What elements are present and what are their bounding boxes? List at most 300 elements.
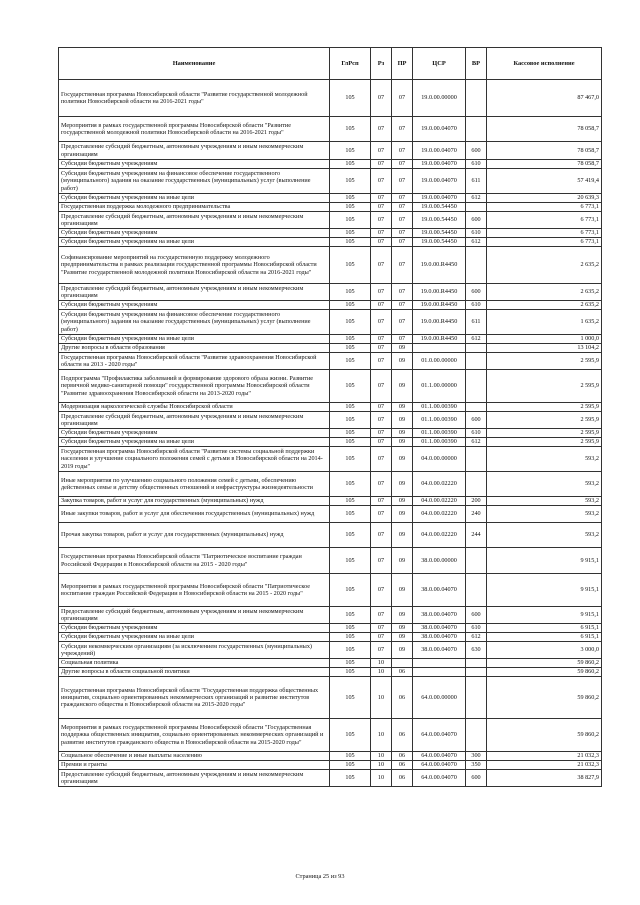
cell-csr: 19.0.00.R4450: [413, 247, 466, 284]
cell-vr: [466, 472, 487, 497]
cell-vr: 611: [466, 169, 487, 194]
table-row: [59, 624, 602, 633]
table-row: [59, 229, 602, 238]
cell-pr: 07: [392, 212, 413, 229]
cell-rz: 07: [371, 203, 392, 212]
cell-amount: 6 915,1: [487, 633, 602, 642]
cell-name: Субсидии бюджетным учреждениям: [59, 229, 330, 238]
cell-amount: 87 467,0: [487, 80, 602, 117]
cell-name: Мероприятия в рамках государственной программы Новосибирской области "Патриотическое воспитание граждан Российской Федерации в Новосибирской области на 2015 - 2020 годы": [59, 574, 330, 607]
cell-name: Предоставление субсидий бюджетным, автономным учреждениям и иным некоммерческим организациям: [59, 284, 330, 301]
cell-rz: 07: [371, 370, 392, 403]
cell-grbs: 105: [330, 438, 371, 447]
cell-grbs: 105: [330, 370, 371, 403]
cell-amount: 3 000,0: [487, 642, 602, 659]
cell-amount: 59 860,2: [487, 677, 602, 719]
cell-amount: 6 773,1: [487, 238, 602, 247]
cell-rz: 10: [371, 659, 392, 668]
cell-pr: 07: [392, 238, 413, 247]
table-row: [59, 117, 602, 142]
cell-pr: 09: [392, 574, 413, 607]
cell-grbs: 105: [330, 160, 371, 169]
table-row: [59, 238, 602, 247]
cell-grbs: 105: [330, 238, 371, 247]
cell-amount: 2 595,9: [487, 370, 602, 403]
cell-name: Государственная поддержка молодежного предпринимательства: [59, 203, 330, 212]
header-grbs: ГлРсп: [330, 48, 371, 80]
cell-amount: 2 635,2: [487, 284, 602, 301]
cell-grbs: 105: [330, 203, 371, 212]
cell-pr: 06: [392, 761, 413, 770]
cell-grbs: 105: [330, 284, 371, 301]
cell-grbs: 105: [330, 523, 371, 548]
cell-grbs: 105: [330, 212, 371, 229]
cell-vr: 610: [466, 229, 487, 238]
cell-csr: 19.0.00.04070: [413, 194, 466, 203]
cell-pr: 09: [392, 403, 413, 412]
cell-csr: 04.0.00.02220: [413, 497, 466, 506]
cell-name: Субсидии бюджетным учреждениям на иные цели: [59, 194, 330, 203]
cell-vr: [466, 548, 487, 574]
cell-vr: 630: [466, 642, 487, 659]
cell-grbs: 105: [330, 472, 371, 497]
cell-rz: 07: [371, 624, 392, 633]
cell-vr: 610: [466, 429, 487, 438]
cell-csr: 38.0.00.04070: [413, 607, 466, 624]
cell-csr: 19.0.00.54450: [413, 238, 466, 247]
cell-rz: 10: [371, 668, 392, 677]
cell-pr: 09: [392, 624, 413, 633]
cell-csr: 19.0.00.R4450: [413, 335, 466, 344]
cell-rz: 07: [371, 574, 392, 607]
cell-name: Субсидии бюджетным учреждениям на иные цели: [59, 633, 330, 642]
cell-pr: 07: [392, 335, 413, 344]
cell-pr: 07: [392, 203, 413, 212]
cell-grbs: 105: [330, 403, 371, 412]
cell-rz: 07: [371, 284, 392, 301]
cell-csr: 64.0.00.04070: [413, 719, 466, 752]
cell-amount: 78 058,7: [487, 117, 602, 142]
cell-vr: [466, 370, 487, 403]
cell-rz: 10: [371, 677, 392, 719]
cell-vr: 600: [466, 284, 487, 301]
cell-csr: 38.0.00.04070: [413, 633, 466, 642]
cell-grbs: 105: [330, 229, 371, 238]
cell-amount: 593,2: [487, 447, 602, 472]
cell-vr: 600: [466, 142, 487, 160]
cell-rz: 07: [371, 523, 392, 548]
cell-rz: 07: [371, 247, 392, 284]
cell-pr: 06: [392, 719, 413, 752]
cell-rz: 07: [371, 506, 392, 523]
cell-rz: 07: [371, 429, 392, 438]
cell-name: Предоставление субсидий бюджетным, автономным учреждениям и иным некоммерческим организациям: [59, 412, 330, 429]
cell-pr: 09: [392, 438, 413, 447]
cell-name: Предоставление субсидий бюджетным, автономным учреждениям и иным некоммерческим организациям: [59, 212, 330, 229]
cell-vr: 600: [466, 770, 487, 787]
cell-pr: 09: [392, 429, 413, 438]
cell-amount: 9 915,1: [487, 574, 602, 607]
cell-csr: 19.0.00.R4450: [413, 301, 466, 310]
cell-pr: 09: [392, 506, 413, 523]
table-row: [59, 344, 602, 353]
cell-pr: [392, 659, 413, 668]
table-row: [59, 574, 602, 607]
cell-name: Премии и гранты: [59, 761, 330, 770]
table-row: [59, 212, 602, 229]
cell-vr: [466, 659, 487, 668]
cell-csr: 38.0.00.04070: [413, 624, 466, 633]
cell-amount: 21 032,3: [487, 761, 602, 770]
cell-rz: 07: [371, 301, 392, 310]
cell-amount: 6 915,1: [487, 624, 602, 633]
cell-grbs: 105: [330, 142, 371, 160]
cell-pr: 06: [392, 677, 413, 719]
cell-rz: 07: [371, 142, 392, 160]
cell-vr: [466, 668, 487, 677]
cell-grbs: 105: [330, 677, 371, 719]
cell-csr: [413, 659, 466, 668]
header-pr: ПР: [392, 48, 413, 80]
cell-pr: 09: [392, 447, 413, 472]
cell-amount: 13 104,2: [487, 344, 602, 353]
cell-grbs: 105: [330, 412, 371, 429]
cell-csr: 19.0.00.54450: [413, 229, 466, 238]
cell-vr: 600: [466, 212, 487, 229]
cell-amount: 2 595,9: [487, 438, 602, 447]
cell-csr: 38.0.00.04070: [413, 642, 466, 659]
cell-amount: 6 773,1: [487, 212, 602, 229]
cell-vr: [466, 353, 487, 370]
cell-csr: 19.0.00.00000: [413, 80, 466, 117]
cell-amount: 2 595,9: [487, 403, 602, 412]
cell-rz: 07: [371, 447, 392, 472]
cell-grbs: 105: [330, 761, 371, 770]
cell-name: Мероприятия в рамках государственной программы Новосибирской области "Развитие государственной молодежной политики Новосибирской области на 2016-2021 годы": [59, 117, 330, 142]
table-row: [59, 194, 602, 203]
cell-name: Субсидии бюджетным учреждениям на иные цели: [59, 238, 330, 247]
cell-csr: 19.0.00.R4450: [413, 284, 466, 301]
cell-vr: [466, 574, 487, 607]
cell-name: Государственная программа Новосибирской области "Развитие системы социальной поддержки населения и улучшение социального положения семей с детьми в Новосибирской области на 2014-2019 годы": [59, 447, 330, 472]
cell-amount: 593,2: [487, 523, 602, 548]
table-row: [59, 438, 602, 447]
table-row: [59, 523, 602, 548]
cell-pr: 07: [392, 142, 413, 160]
cell-amount: 6 773,1: [487, 229, 602, 238]
cell-pr: 07: [392, 194, 413, 203]
cell-rz: 07: [371, 160, 392, 169]
cell-pr: 07: [392, 117, 413, 142]
cell-rz: 07: [371, 497, 392, 506]
cell-amount: 593,2: [487, 497, 602, 506]
cell-grbs: 105: [330, 194, 371, 203]
cell-vr: 610: [466, 301, 487, 310]
table-row: [59, 472, 602, 497]
cell-vr: 610: [466, 160, 487, 169]
cell-rz: 07: [371, 229, 392, 238]
table-row: [59, 142, 602, 160]
table-row: [59, 506, 602, 523]
cell-pr: 09: [392, 607, 413, 624]
budget-execution-table: [58, 47, 602, 787]
cell-grbs: 105: [330, 247, 371, 284]
cell-amount: 593,2: [487, 506, 602, 523]
cell-amount: 9 915,1: [487, 548, 602, 574]
cell-rz: 07: [371, 169, 392, 194]
cell-vr: [466, 344, 487, 353]
table-row: [59, 203, 602, 212]
cell-vr: 244: [466, 523, 487, 548]
cell-vr: 600: [466, 607, 487, 624]
cell-name: Субсидии бюджетным учреждениям: [59, 624, 330, 633]
cell-name: Субсидии бюджетным учреждениям на финансовое обеспечение государственного (муниципального) задания на оказание государственных (муниципальных) услуг (выполнение работ): [59, 169, 330, 194]
cell-pr: 09: [392, 472, 413, 497]
cell-name: Субсидии бюджетным учреждениям на иные цели: [59, 335, 330, 344]
cell-rz: 07: [371, 633, 392, 642]
cell-rz: 07: [371, 642, 392, 659]
table-row: [59, 353, 602, 370]
cell-name: Иные закупки товаров, работ и услуг для обеспечения государственных (муниципальных) нужд: [59, 506, 330, 523]
cell-amount: 1 000,0: [487, 335, 602, 344]
cell-csr: 01.1.00.00000: [413, 370, 466, 403]
header-name: Наименование: [59, 48, 330, 80]
cell-amount: 59 860,2: [487, 659, 602, 668]
table-row: [59, 770, 602, 787]
cell-grbs: 105: [330, 429, 371, 438]
cell-grbs: 105: [330, 506, 371, 523]
cell-csr: 19.0.00.54450: [413, 203, 466, 212]
cell-vr: [466, 80, 487, 117]
cell-rz: 07: [371, 310, 392, 335]
table-row: [59, 370, 602, 403]
cell-pr: 06: [392, 668, 413, 677]
cell-csr: 01.0.00.00000: [413, 353, 466, 370]
cell-vr: [466, 117, 487, 142]
cell-pr: 09: [392, 344, 413, 353]
cell-csr: 01.1.00.00390: [413, 438, 466, 447]
cell-rz: 07: [371, 212, 392, 229]
table-row: [59, 160, 602, 169]
cell-rz: 10: [371, 761, 392, 770]
cell-name: Иные мероприятия по улучшению социального положения семей с детьми, обеспечению действенных семье и детству общественных отношений и инфраструктуры жизнедеятельности: [59, 472, 330, 497]
table-body: [59, 80, 602, 787]
cell-grbs: 105: [330, 719, 371, 752]
table-row: [59, 677, 602, 719]
cell-name: Государственная программа Новосибирской области "Развитие государственной молодежной политики Новосибирской области на 2016-2021 годы": [59, 80, 330, 117]
cell-amount: 2 635,2: [487, 247, 602, 284]
table-row: [59, 403, 602, 412]
table-row: [59, 761, 602, 770]
table-row: [59, 301, 602, 310]
cell-vr: 612: [466, 194, 487, 203]
cell-rz: 07: [371, 607, 392, 624]
cell-amount: 59 860,2: [487, 668, 602, 677]
table-row: [59, 335, 602, 344]
cell-amount: 6 773,1: [487, 203, 602, 212]
cell-pr: 09: [392, 633, 413, 642]
cell-vr: [466, 247, 487, 284]
cell-rz: 07: [371, 353, 392, 370]
cell-rz: 07: [371, 438, 392, 447]
cell-grbs: 105: [330, 344, 371, 353]
cell-name: Мероприятия в рамках государственной программы Новосибирской области "Государственная поддержка общественных инициатив, социально ориентированных некоммерческих организаций и развитие институтов гражданского общества в Новосибирской области на 2015-2020 годы": [59, 719, 330, 752]
table-row: [59, 412, 602, 429]
cell-csr: 19.0.00.04070: [413, 142, 466, 160]
table-row: [59, 548, 602, 574]
cell-name: Софинансирование мероприятий на государственную поддержку молодежного предпринимательства в рамках реализации государственной программы Новосибирской области "Развитие государственной молодежной политики Новосибирской области на 2016-2021 годы": [59, 247, 330, 284]
cell-amount: 59 860,2: [487, 719, 602, 752]
cell-name: Предоставление субсидий бюджетным, автономным учреждениям и иным некоммерческим организациям: [59, 607, 330, 624]
table-row: [59, 659, 602, 668]
cell-amount: 38 827,9: [487, 770, 602, 787]
cell-amount: 78 058,7: [487, 160, 602, 169]
cell-name: Субсидии бюджетным учреждениям на финансовое обеспечение государственного (муниципального) задания на оказание государственных (муниципальных) услуг (выполнение работ): [59, 310, 330, 335]
cell-csr: [413, 668, 466, 677]
cell-grbs: 105: [330, 80, 371, 117]
cell-amount: 2 635,2: [487, 301, 602, 310]
cell-pr: 09: [392, 523, 413, 548]
cell-vr: [466, 677, 487, 719]
table-header-row: [59, 48, 602, 80]
cell-grbs: 105: [330, 770, 371, 787]
cell-csr: 01.1.00.00390: [413, 412, 466, 429]
header-csr: ЦСР: [413, 48, 466, 80]
cell-pr: 09: [392, 370, 413, 403]
table-row: [59, 752, 602, 761]
cell-csr: 64.0.00.04070: [413, 761, 466, 770]
cell-grbs: 105: [330, 633, 371, 642]
cell-amount: 2 595,9: [487, 412, 602, 429]
cell-name: Субсидии бюджетным учреждениям: [59, 160, 330, 169]
table-row: [59, 247, 602, 284]
cell-grbs: 105: [330, 668, 371, 677]
cell-grbs: 105: [330, 624, 371, 633]
cell-vr: 300: [466, 752, 487, 761]
cell-grbs: 105: [330, 607, 371, 624]
cell-rz: 07: [371, 194, 392, 203]
cell-name: Предоставление субсидий бюджетным, автономным учреждениям и иным некоммерческим организациям: [59, 142, 330, 160]
cell-rz: 07: [371, 472, 392, 497]
cell-amount: 593,2: [487, 472, 602, 497]
cell-csr: 64.0.00.00000: [413, 677, 466, 719]
cell-name: Субсидии бюджетным учреждениям на иные цели: [59, 438, 330, 447]
cell-grbs: 105: [330, 642, 371, 659]
table-row: [59, 80, 602, 117]
cell-grbs: 105: [330, 301, 371, 310]
header-amount: Кассовое исполнение: [487, 48, 602, 80]
cell-vr: 612: [466, 633, 487, 642]
cell-rz: 07: [371, 344, 392, 353]
cell-pr: 07: [392, 247, 413, 284]
cell-name: Государственная программа Новосибирской области "Патриотическое воспитание граждан Российской Федерации в Новосибирской области на 2015 - 2020 годы": [59, 548, 330, 574]
cell-vr: 240: [466, 506, 487, 523]
cell-amount: 20 639,3: [487, 194, 602, 203]
header-vr: ВР: [466, 48, 487, 80]
cell-rz: 10: [371, 752, 392, 761]
table-row: [59, 284, 602, 301]
cell-amount: 21 032,3: [487, 752, 602, 761]
cell-vr: [466, 403, 487, 412]
cell-grbs: 105: [330, 752, 371, 761]
cell-name: Другие вопросы в области социальной политики: [59, 668, 330, 677]
cell-csr: 64.0.00.04070: [413, 770, 466, 787]
table-row: [59, 310, 602, 335]
cell-pr: 07: [392, 310, 413, 335]
cell-vr: 611: [466, 310, 487, 335]
cell-name: Социальное обеспечение и иные выплаты населению: [59, 752, 330, 761]
cell-pr: 07: [392, 169, 413, 194]
cell-vr: 600: [466, 412, 487, 429]
cell-rz: 07: [371, 548, 392, 574]
cell-grbs: 105: [330, 574, 371, 607]
cell-pr: 09: [392, 642, 413, 659]
table-row: [59, 642, 602, 659]
cell-amount: 57 419,4: [487, 169, 602, 194]
cell-csr: 04.0.00.02220: [413, 472, 466, 497]
cell-name: Субсидии бюджетным учреждениям: [59, 301, 330, 310]
cell-vr: 612: [466, 238, 487, 247]
cell-csr: 64.0.00.04070: [413, 752, 466, 761]
cell-grbs: 105: [330, 169, 371, 194]
budget-table-container: [58, 47, 601, 787]
cell-name: Подпрограмма "Профилактика заболеваний и формирование здорового образа жизни. Развитие первичной медико-санитарной помощи" государственной программы Новосибирской области "Развитие здравоохранения Новосибирской области на 2013-2020 годы": [59, 370, 330, 403]
cell-pr: 07: [392, 160, 413, 169]
cell-csr: 04.0.00.00000: [413, 447, 466, 472]
cell-csr: 01.1.00.00390: [413, 403, 466, 412]
cell-name: Другие вопросы в области образования: [59, 344, 330, 353]
cell-vr: 350: [466, 761, 487, 770]
cell-pr: 09: [392, 548, 413, 574]
cell-rz: 07: [371, 335, 392, 344]
cell-csr: 38.0.00.00000: [413, 548, 466, 574]
cell-csr: 38.0.00.04070: [413, 574, 466, 607]
cell-rz: 07: [371, 403, 392, 412]
table-row: [59, 633, 602, 642]
cell-csr: 19.0.00.04070: [413, 160, 466, 169]
cell-name: Предоставление субсидий бюджетным, автономным учреждениям и иным некоммерческим организациям: [59, 770, 330, 787]
cell-csr: 19.0.00.R4450: [413, 310, 466, 335]
cell-name: Социальная политика: [59, 659, 330, 668]
cell-rz: 10: [371, 719, 392, 752]
cell-vr: 612: [466, 438, 487, 447]
cell-grbs: 105: [330, 353, 371, 370]
cell-pr: 09: [392, 497, 413, 506]
cell-vr: [466, 719, 487, 752]
cell-amount: 9 915,1: [487, 607, 602, 624]
cell-pr: 09: [392, 353, 413, 370]
table-row: [59, 429, 602, 438]
cell-grbs: 105: [330, 447, 371, 472]
cell-grbs: 105: [330, 335, 371, 344]
cell-name: Государственная программа Новосибирской области "Государственная поддержка общественных инициатив, социально ориентированных некоммерческих организаций и развитие институтов гражданского общества в Новосибирской области на 2015-2020 годы": [59, 677, 330, 719]
cell-vr: 612: [466, 335, 487, 344]
cell-name: Закупка товаров, работ и услуг для государственных (муниципальных) нужд: [59, 497, 330, 506]
cell-csr: 19.0.00.04070: [413, 117, 466, 142]
table-row: [59, 497, 602, 506]
cell-vr: [466, 203, 487, 212]
cell-csr: 04.0.00.02220: [413, 523, 466, 548]
header-rz: Рз: [371, 48, 392, 80]
cell-amount: 2 595,9: [487, 353, 602, 370]
table-row: [59, 447, 602, 472]
cell-rz: 07: [371, 117, 392, 142]
cell-name: Прочая закупка товаров, работ и услуг для государственных (муниципальных) нужд: [59, 523, 330, 548]
table-row: [59, 719, 602, 752]
cell-rz: 07: [371, 80, 392, 117]
cell-pr: 07: [392, 80, 413, 117]
cell-grbs: 105: [330, 497, 371, 506]
